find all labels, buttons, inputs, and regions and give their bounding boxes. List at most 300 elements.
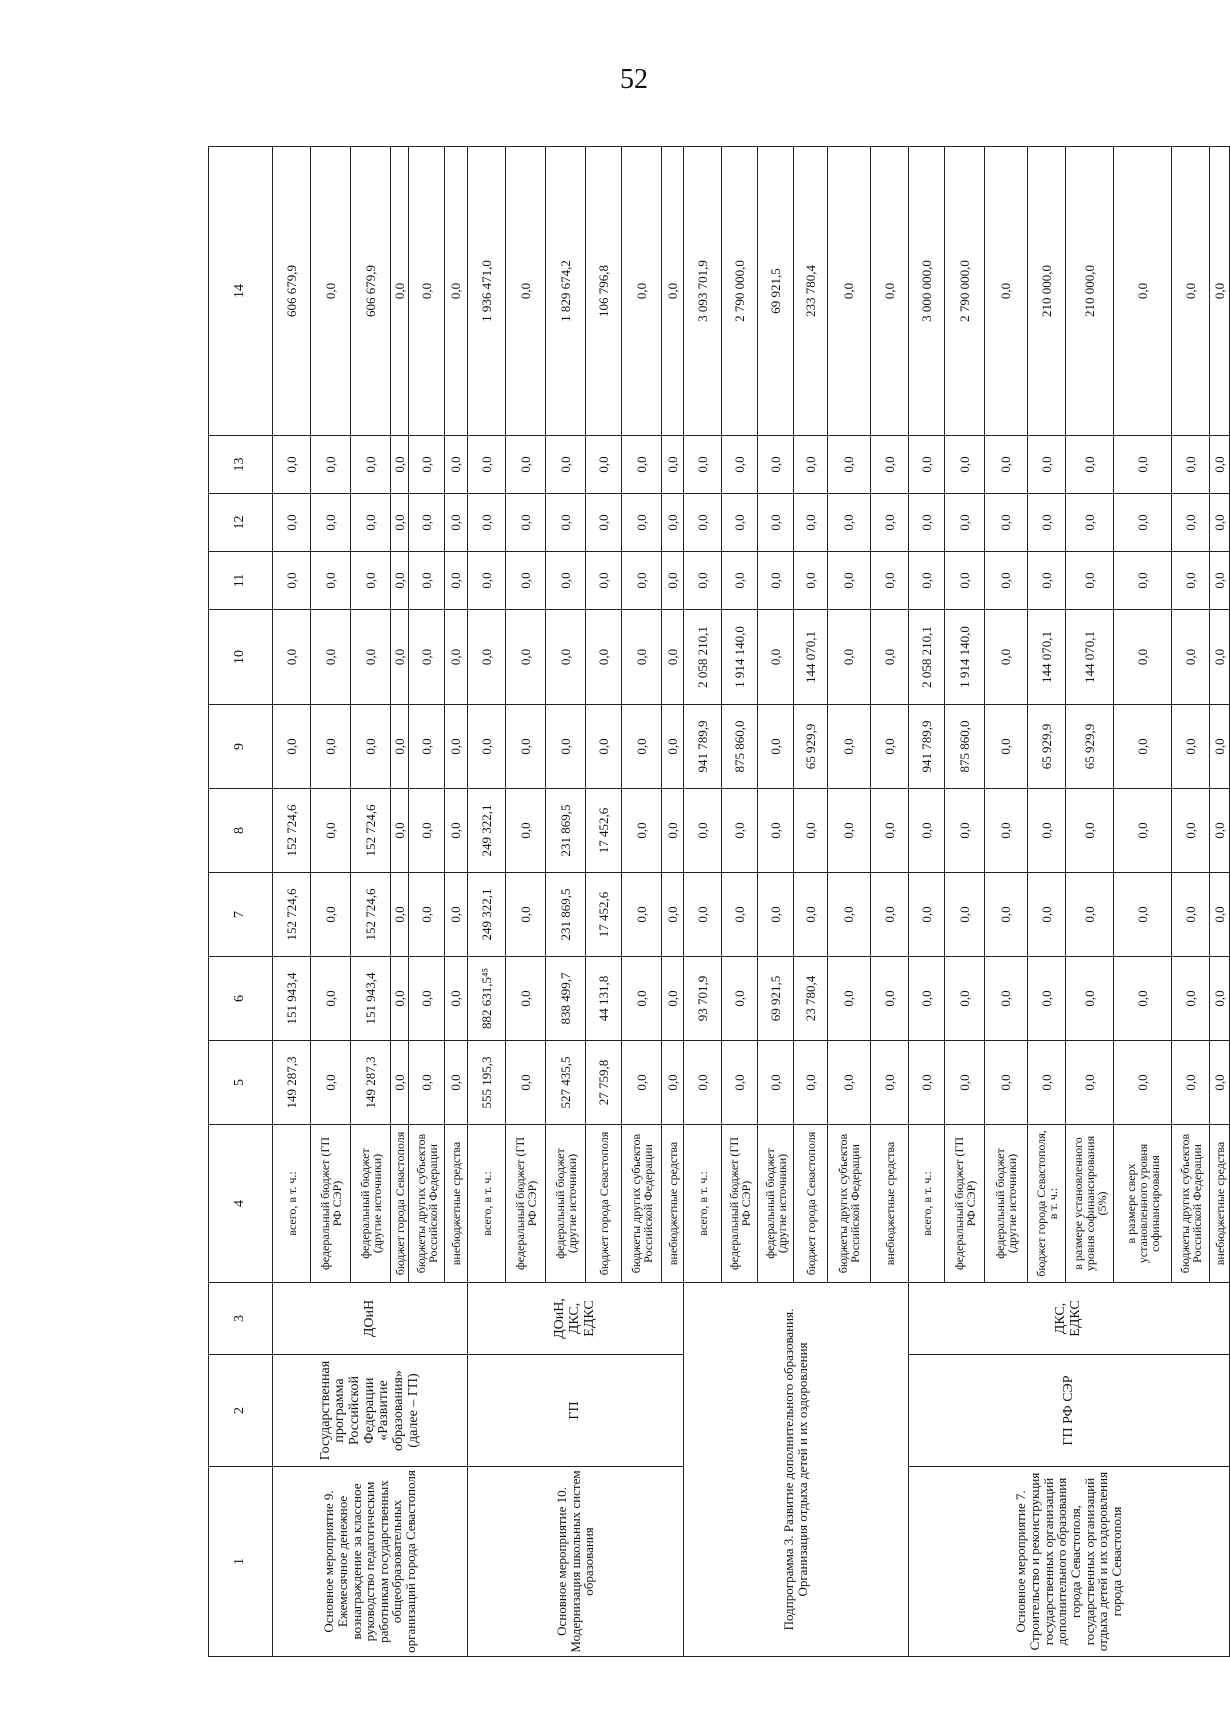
value-cell: 0,0 (273, 494, 311, 552)
value-cell: 0,0 (945, 957, 985, 1041)
value-cell: 0,0 (871, 436, 909, 494)
value-cell: 0,0 (273, 552, 311, 610)
value-cell: 838 499,7 (546, 957, 586, 1041)
activity-name: Основное мероприятие 10. Модернизация школьных систем образования (468, 1467, 684, 1657)
value-cell: 0,0 (409, 957, 445, 1041)
value-cell: 149 287,3 (351, 1041, 391, 1125)
value-cell: 0,0 (1028, 494, 1066, 552)
value-cell: 0,0 (445, 436, 468, 494)
value-cell: 0,0 (351, 705, 391, 789)
executor: ДОиН, ДКС, ЕДКС (468, 1283, 684, 1355)
value-cell: 0,0 (662, 1041, 684, 1125)
value-cell: 93 701,9 (684, 957, 722, 1041)
value-cell: 0,0 (622, 610, 662, 705)
column-header: 7 (209, 873, 273, 957)
value-cell: 0,0 (1172, 494, 1210, 552)
value-cell: 0,0 (409, 1041, 445, 1125)
value-cell: 0,0 (828, 789, 871, 873)
value-cell: 0,0 (622, 147, 662, 436)
value-cell: 0,0 (758, 436, 794, 494)
value-cell: 210 000,0 (1066, 147, 1114, 436)
value-cell: 1 829 674,2 (546, 147, 586, 436)
value-cell: 0,0 (468, 494, 506, 552)
value-cell: 0,0 (722, 494, 758, 552)
value-cell: 0,0 (1028, 957, 1066, 1041)
value-cell: 17 452,6 (586, 789, 622, 873)
funding-source: федеральный бюджет (другие источники) (351, 1125, 391, 1283)
value-cell: 0,0 (828, 610, 871, 705)
value-cell: 0,0 (391, 705, 409, 789)
value-cell: 0,0 (506, 957, 546, 1041)
funding-source: федеральный бюджет (другие источники) (546, 1125, 586, 1283)
value-cell: 0,0 (622, 436, 662, 494)
value-cell: 875 860,0 (945, 705, 985, 789)
value-cell: 0,0 (722, 789, 758, 873)
value-cell: 0,0 (684, 789, 722, 873)
funding-source: бюджет города Севастополя (794, 1125, 828, 1283)
executor: ДКС, ЕДКС (909, 1283, 1230, 1355)
value-cell: 0,0 (506, 552, 546, 610)
value-cell: 0,0 (684, 494, 722, 552)
value-cell: 0,0 (1172, 610, 1210, 705)
value-cell: 0,0 (985, 705, 1028, 789)
value-cell: 0,0 (1114, 552, 1172, 610)
value-cell: 0,0 (662, 873, 684, 957)
value-cell: 0,0 (662, 705, 684, 789)
value-cell: 0,0 (468, 610, 506, 705)
funding-source: всего, в т. ч.: (273, 1125, 311, 1283)
value-cell: 0,0 (391, 436, 409, 494)
value-cell: 0,0 (622, 873, 662, 957)
value-cell: 0,0 (445, 147, 468, 436)
value-cell: 0,0 (828, 494, 871, 552)
value-cell: 0,0 (1114, 957, 1172, 1041)
funding-source: всего, в т. ч.: (684, 1125, 722, 1283)
value-cell: 0,0 (1210, 147, 1230, 436)
value-cell: 65 929,9 (794, 705, 828, 789)
value-cell: 0,0 (1028, 789, 1066, 873)
table-row (909, 147, 945, 1657)
funding-source: бюджет города Севастополя, в т. ч.: (1028, 1125, 1066, 1283)
value-cell: 0,0 (586, 494, 622, 552)
value-cell: 0,0 (445, 494, 468, 552)
value-cell: 0,0 (506, 147, 546, 436)
value-cell: 23 780,4 (794, 957, 828, 1041)
value-cell: 0,0 (409, 552, 445, 610)
funding-source: всего, в т. ч.: (468, 1125, 506, 1283)
value-cell: 0,0 (945, 1041, 985, 1125)
value-cell: 65 929,9 (1028, 705, 1066, 789)
value-cell: 231 869,5 (546, 873, 586, 957)
value-cell: 0,0 (273, 436, 311, 494)
value-cell: 2 058 210,1 (684, 610, 722, 705)
value-cell: 0,0 (871, 1041, 909, 1125)
value-cell: 0,0 (1028, 552, 1066, 610)
value-cell: 0,0 (1210, 552, 1230, 610)
value-cell: 151 943,4 (273, 957, 311, 1041)
value-cell: 0,0 (1114, 610, 1172, 705)
value-cell: 0,0 (758, 610, 794, 705)
value-cell: 527 435,5 (546, 1041, 586, 1125)
value-cell: 0,0 (409, 436, 445, 494)
table-row (273, 147, 311, 1657)
value-cell: 0,0 (794, 436, 828, 494)
program-name: Государственная программа Российской Федерации «Развитие образования» (далее – ГП) (273, 1355, 468, 1467)
value-cell: 0,0 (871, 147, 909, 436)
value-cell: 0,0 (506, 494, 546, 552)
value-cell: 0,0 (909, 957, 945, 1041)
column-header: 2 (209, 1355, 273, 1467)
funding-source: федеральный бюджет (ГП РФ СЭР) (722, 1125, 758, 1283)
value-cell: 606 679,9 (273, 147, 311, 436)
value-cell: 0,0 (391, 494, 409, 552)
funding-source: федеральный бюджет (ГП РФ СЭР) (945, 1125, 985, 1283)
value-cell: 0,0 (828, 147, 871, 436)
value-cell: 0,0 (1172, 552, 1210, 610)
value-cell: 233 780,4 (794, 147, 828, 436)
value-cell: 0,0 (871, 552, 909, 610)
program-name: ГП РФ СЭР (909, 1355, 1230, 1467)
value-cell: 0,0 (1066, 1041, 1114, 1125)
value-cell: 0,0 (985, 957, 1028, 1041)
value-cell: 0,0 (445, 957, 468, 1041)
value-cell: 0,0 (546, 494, 586, 552)
value-cell: 0,0 (273, 610, 311, 705)
value-cell: 0,0 (391, 552, 409, 610)
value-cell: 0,0 (445, 705, 468, 789)
column-header: 5 (209, 1041, 273, 1125)
value-cell: 0,0 (1066, 957, 1114, 1041)
value-cell: 149 287,3 (273, 1041, 311, 1125)
value-cell: 0,0 (985, 147, 1028, 436)
value-cell: 0,0 (1172, 705, 1210, 789)
value-cell: 0,0 (909, 1041, 945, 1125)
value-cell: 0,0 (794, 1041, 828, 1125)
value-cell: 65 929,9 (1066, 705, 1114, 789)
value-cell: 0,0 (909, 873, 945, 957)
value-cell: 0,0 (985, 789, 1028, 873)
value-cell: 0,0 (985, 873, 1028, 957)
executor: ДОиН (273, 1283, 468, 1355)
value-cell: 0,0 (586, 610, 622, 705)
funding-source: внебюджетные средства (871, 1125, 909, 1283)
funding-source: федеральный бюджет (другие источники) (758, 1125, 794, 1283)
value-cell: 0,0 (506, 789, 546, 873)
column-header: 14 (209, 147, 273, 436)
value-cell: 1 936 471,0 (468, 147, 506, 436)
value-cell: 0,0 (1172, 436, 1210, 494)
value-cell: 0,0 (1066, 789, 1114, 873)
value-cell: 1 914 140,0 (945, 610, 985, 705)
value-cell: 0,0 (1066, 494, 1114, 552)
funding-source: бюджеты других субъектов Российской Федерации (1172, 1125, 1210, 1283)
column-header: 3 (209, 1283, 273, 1355)
value-cell: 0,0 (1066, 873, 1114, 957)
funding-source: бюджет города Севастополя (586, 1125, 622, 1283)
value-cell: 0,0 (546, 552, 586, 610)
value-cell: 152 724,6 (273, 789, 311, 873)
value-cell: 2 058 210,1 (909, 610, 945, 705)
value-cell: 0,0 (506, 1041, 546, 1125)
value-cell: 0,0 (758, 552, 794, 610)
budget-table (208, 146, 1230, 1657)
value-cell: 69 921,5 (758, 957, 794, 1041)
value-cell: 0,0 (1028, 1041, 1066, 1125)
value-cell: 0,0 (871, 873, 909, 957)
column-header: 6 (209, 957, 273, 1041)
program-name: ГП (468, 1355, 684, 1467)
value-cell: 0,0 (662, 552, 684, 610)
funding-source: внебюджетные средства (662, 1125, 684, 1283)
value-cell: 0,0 (273, 705, 311, 789)
value-cell: 0,0 (1114, 147, 1172, 436)
value-cell: 0,0 (794, 789, 828, 873)
value-cell: 0,0 (311, 873, 351, 957)
value-cell: 2 790 000,0 (722, 147, 758, 436)
funding-source: федеральный бюджет (ГП РФ СЭР) (506, 1125, 546, 1283)
value-cell: 0,0 (1210, 705, 1230, 789)
value-cell: 27 759,8 (586, 1041, 622, 1125)
value-cell: 0,0 (546, 610, 586, 705)
value-cell: 249 322,1 (468, 789, 506, 873)
value-cell: 0,0 (1210, 610, 1230, 705)
value-cell: 0,0 (311, 957, 351, 1041)
value-cell: 0,0 (945, 494, 985, 552)
activity-name: Подпрограмма 3. Развитие дополнительного образования. Организация отдыха детей и их оздоровления (684, 1283, 909, 1657)
value-cell: 0,0 (722, 1041, 758, 1125)
value-cell: 0,0 (468, 705, 506, 789)
value-cell: 0,0 (1172, 789, 1210, 873)
value-cell: 0,0 (758, 1041, 794, 1125)
value-cell: 0,0 (468, 552, 506, 610)
value-cell: 44 131,8 (586, 957, 622, 1041)
value-cell: 0,0 (409, 610, 445, 705)
value-cell: 875 860,0 (722, 705, 758, 789)
value-cell: 0,0 (622, 552, 662, 610)
value-cell: 0,0 (1172, 873, 1210, 957)
table-row (468, 147, 506, 1657)
value-cell: 0,0 (351, 436, 391, 494)
value-cell: 0,0 (445, 789, 468, 873)
value-cell: 0,0 (409, 789, 445, 873)
value-cell: 0,0 (586, 552, 622, 610)
value-cell: 0,0 (828, 873, 871, 957)
column-number-header (209, 147, 273, 1657)
funding-source: федеральный бюджет (другие источники) (985, 1125, 1028, 1283)
value-cell: 0,0 (445, 610, 468, 705)
value-cell: 0,0 (1210, 873, 1230, 957)
value-cell: 17 452,6 (586, 873, 622, 957)
value-cell: 0,0 (945, 436, 985, 494)
value-cell: 0,0 (662, 494, 684, 552)
value-cell: 0,0 (351, 552, 391, 610)
value-cell: 941 789,9 (684, 705, 722, 789)
value-cell: 0,0 (1172, 147, 1210, 436)
value-cell: 0,0 (985, 494, 1028, 552)
value-cell: 1 914 140,0 (722, 610, 758, 705)
value-cell: 0,0 (391, 957, 409, 1041)
value-cell: 0,0 (828, 436, 871, 494)
value-cell: 606 679,9 (351, 147, 391, 436)
value-cell: 210 000,0 (1028, 147, 1066, 436)
value-cell: 0,0 (506, 873, 546, 957)
value-cell: 0,0 (945, 873, 985, 957)
value-cell: 0,0 (391, 1041, 409, 1125)
value-cell: 0,0 (311, 789, 351, 873)
value-cell: 0,0 (622, 957, 662, 1041)
value-cell: 0,0 (622, 1041, 662, 1125)
value-cell: 152 724,6 (351, 873, 391, 957)
value-cell: 0,0 (1114, 789, 1172, 873)
funding-source: всего, в т. ч.: (909, 1125, 945, 1283)
value-cell: 0,0 (1114, 436, 1172, 494)
rotated-table-wrapper (208, 147, 1227, 1657)
value-cell: 555 195,3 (468, 1041, 506, 1125)
value-cell: 152 724,6 (351, 789, 391, 873)
value-cell: 0,0 (311, 147, 351, 436)
funding-source: внебюджетные средства (445, 1125, 468, 1283)
value-cell: 0,0 (945, 789, 985, 873)
value-cell: 0,0 (1210, 1041, 1230, 1125)
value-cell: 0,0 (506, 436, 546, 494)
activity-name: Основное мероприятие 9. Ежемесячное денежное вознаграждение за классное руководство педагогическим работникам государственных общеобразовательных организаций города Севастополя (273, 1467, 468, 1657)
value-cell: 144 070,1 (1028, 610, 1066, 705)
column-header: 8 (209, 789, 273, 873)
column-header: 9 (209, 705, 273, 789)
value-cell: 0,0 (391, 789, 409, 873)
value-cell: 0,0 (1114, 873, 1172, 957)
column-header: 10 (209, 610, 273, 705)
value-cell: 0,0 (662, 147, 684, 436)
value-cell: 0,0 (311, 610, 351, 705)
value-cell: 0,0 (871, 957, 909, 1041)
value-cell: 0,0 (985, 1041, 1028, 1125)
column-header: 4 (209, 1125, 273, 1283)
value-cell: 0,0 (1210, 494, 1230, 552)
value-cell: 0,0 (985, 436, 1028, 494)
value-cell: 0,0 (662, 789, 684, 873)
table-row (684, 147, 722, 1657)
value-cell: 0,0 (828, 705, 871, 789)
value-cell: 0,0 (828, 1041, 871, 1125)
value-cell: 0,0 (1066, 552, 1114, 610)
value-cell: 0,0 (662, 957, 684, 1041)
value-cell: 106 796,8 (586, 147, 622, 436)
value-cell: 0,0 (409, 705, 445, 789)
value-cell: 0,0 (662, 436, 684, 494)
value-cell: 0,0 (622, 705, 662, 789)
value-cell: 0,0 (546, 436, 586, 494)
value-cell: 0,0 (445, 552, 468, 610)
value-cell: 0,0 (409, 873, 445, 957)
value-cell: 0,0 (722, 436, 758, 494)
table-body (273, 147, 1230, 1657)
value-cell: 0,0 (1066, 436, 1114, 494)
value-cell: 0,0 (445, 1041, 468, 1125)
value-cell: 0,0 (985, 552, 1028, 610)
value-cell: 0,0 (1210, 789, 1230, 873)
value-cell: 0,0 (684, 1041, 722, 1125)
value-cell: 0,0 (311, 552, 351, 610)
value-cell: 0,0 (828, 552, 871, 610)
value-cell: 0,0 (871, 610, 909, 705)
funding-source: бюджеты других субъектов Российской Федерации (409, 1125, 445, 1283)
value-cell: 882 631,5⁴⁵ (468, 957, 506, 1041)
value-cell: 0,0 (1172, 1041, 1210, 1125)
value-cell: 0,0 (758, 789, 794, 873)
value-cell: 0,0 (391, 147, 409, 436)
value-cell: 3 093 701,9 (684, 147, 722, 436)
value-cell: 0,0 (1172, 957, 1210, 1041)
value-cell: 0,0 (586, 705, 622, 789)
value-cell: 0,0 (1210, 436, 1230, 494)
value-cell: 0,0 (311, 494, 351, 552)
column-header: 11 (209, 552, 273, 610)
value-cell: 0,0 (468, 436, 506, 494)
value-cell: 0,0 (311, 436, 351, 494)
value-cell: 0,0 (409, 494, 445, 552)
value-cell: 0,0 (909, 552, 945, 610)
value-cell: 0,0 (1114, 494, 1172, 552)
value-cell: 0,0 (684, 552, 722, 610)
value-cell: 0,0 (311, 705, 351, 789)
value-cell: 0,0 (586, 436, 622, 494)
value-cell: 0,0 (945, 552, 985, 610)
value-cell: 0,0 (409, 147, 445, 436)
value-cell: 0,0 (351, 610, 391, 705)
value-cell: 0,0 (985, 610, 1028, 705)
value-cell: 144 070,1 (794, 610, 828, 705)
value-cell: 0,0 (445, 873, 468, 957)
page-number: 52 (620, 64, 648, 95)
value-cell: 0,0 (794, 552, 828, 610)
column-header: 12 (209, 494, 273, 552)
value-cell: 152 724,6 (273, 873, 311, 957)
value-cell: 0,0 (351, 494, 391, 552)
value-cell: 0,0 (871, 494, 909, 552)
value-cell: 0,0 (758, 705, 794, 789)
value-cell: 0,0 (909, 436, 945, 494)
value-cell: 0,0 (622, 789, 662, 873)
value-cell: 69 921,5 (758, 147, 794, 436)
funding-source: бюджет города Севастополя (391, 1125, 409, 1283)
value-cell: 0,0 (758, 873, 794, 957)
value-cell: 0,0 (871, 705, 909, 789)
value-cell: 0,0 (1028, 436, 1066, 494)
value-cell: 0,0 (311, 1041, 351, 1125)
value-cell: 0,0 (546, 705, 586, 789)
value-cell: 0,0 (1028, 873, 1066, 957)
value-cell: 249 322,1 (468, 873, 506, 957)
value-cell: 0,0 (758, 494, 794, 552)
value-cell: 0,0 (662, 610, 684, 705)
funding-source: бюджеты других субъектов Российской Федерации (828, 1125, 871, 1283)
value-cell: 2 790 000,0 (945, 147, 985, 436)
value-cell: 0,0 (794, 873, 828, 957)
column-header: 1 (209, 1467, 273, 1657)
value-cell: 0,0 (794, 494, 828, 552)
value-cell: 0,0 (506, 705, 546, 789)
funding-source: внебюджетные средства (1210, 1125, 1230, 1283)
value-cell: 0,0 (909, 789, 945, 873)
value-cell: 0,0 (722, 552, 758, 610)
value-cell: 3 000 000,0 (909, 147, 945, 436)
value-cell: 0,0 (684, 436, 722, 494)
value-cell: 144 070,1 (1066, 610, 1114, 705)
value-cell: 0,0 (909, 494, 945, 552)
value-cell: 0,0 (871, 789, 909, 873)
value-cell: 231 869,5 (546, 789, 586, 873)
